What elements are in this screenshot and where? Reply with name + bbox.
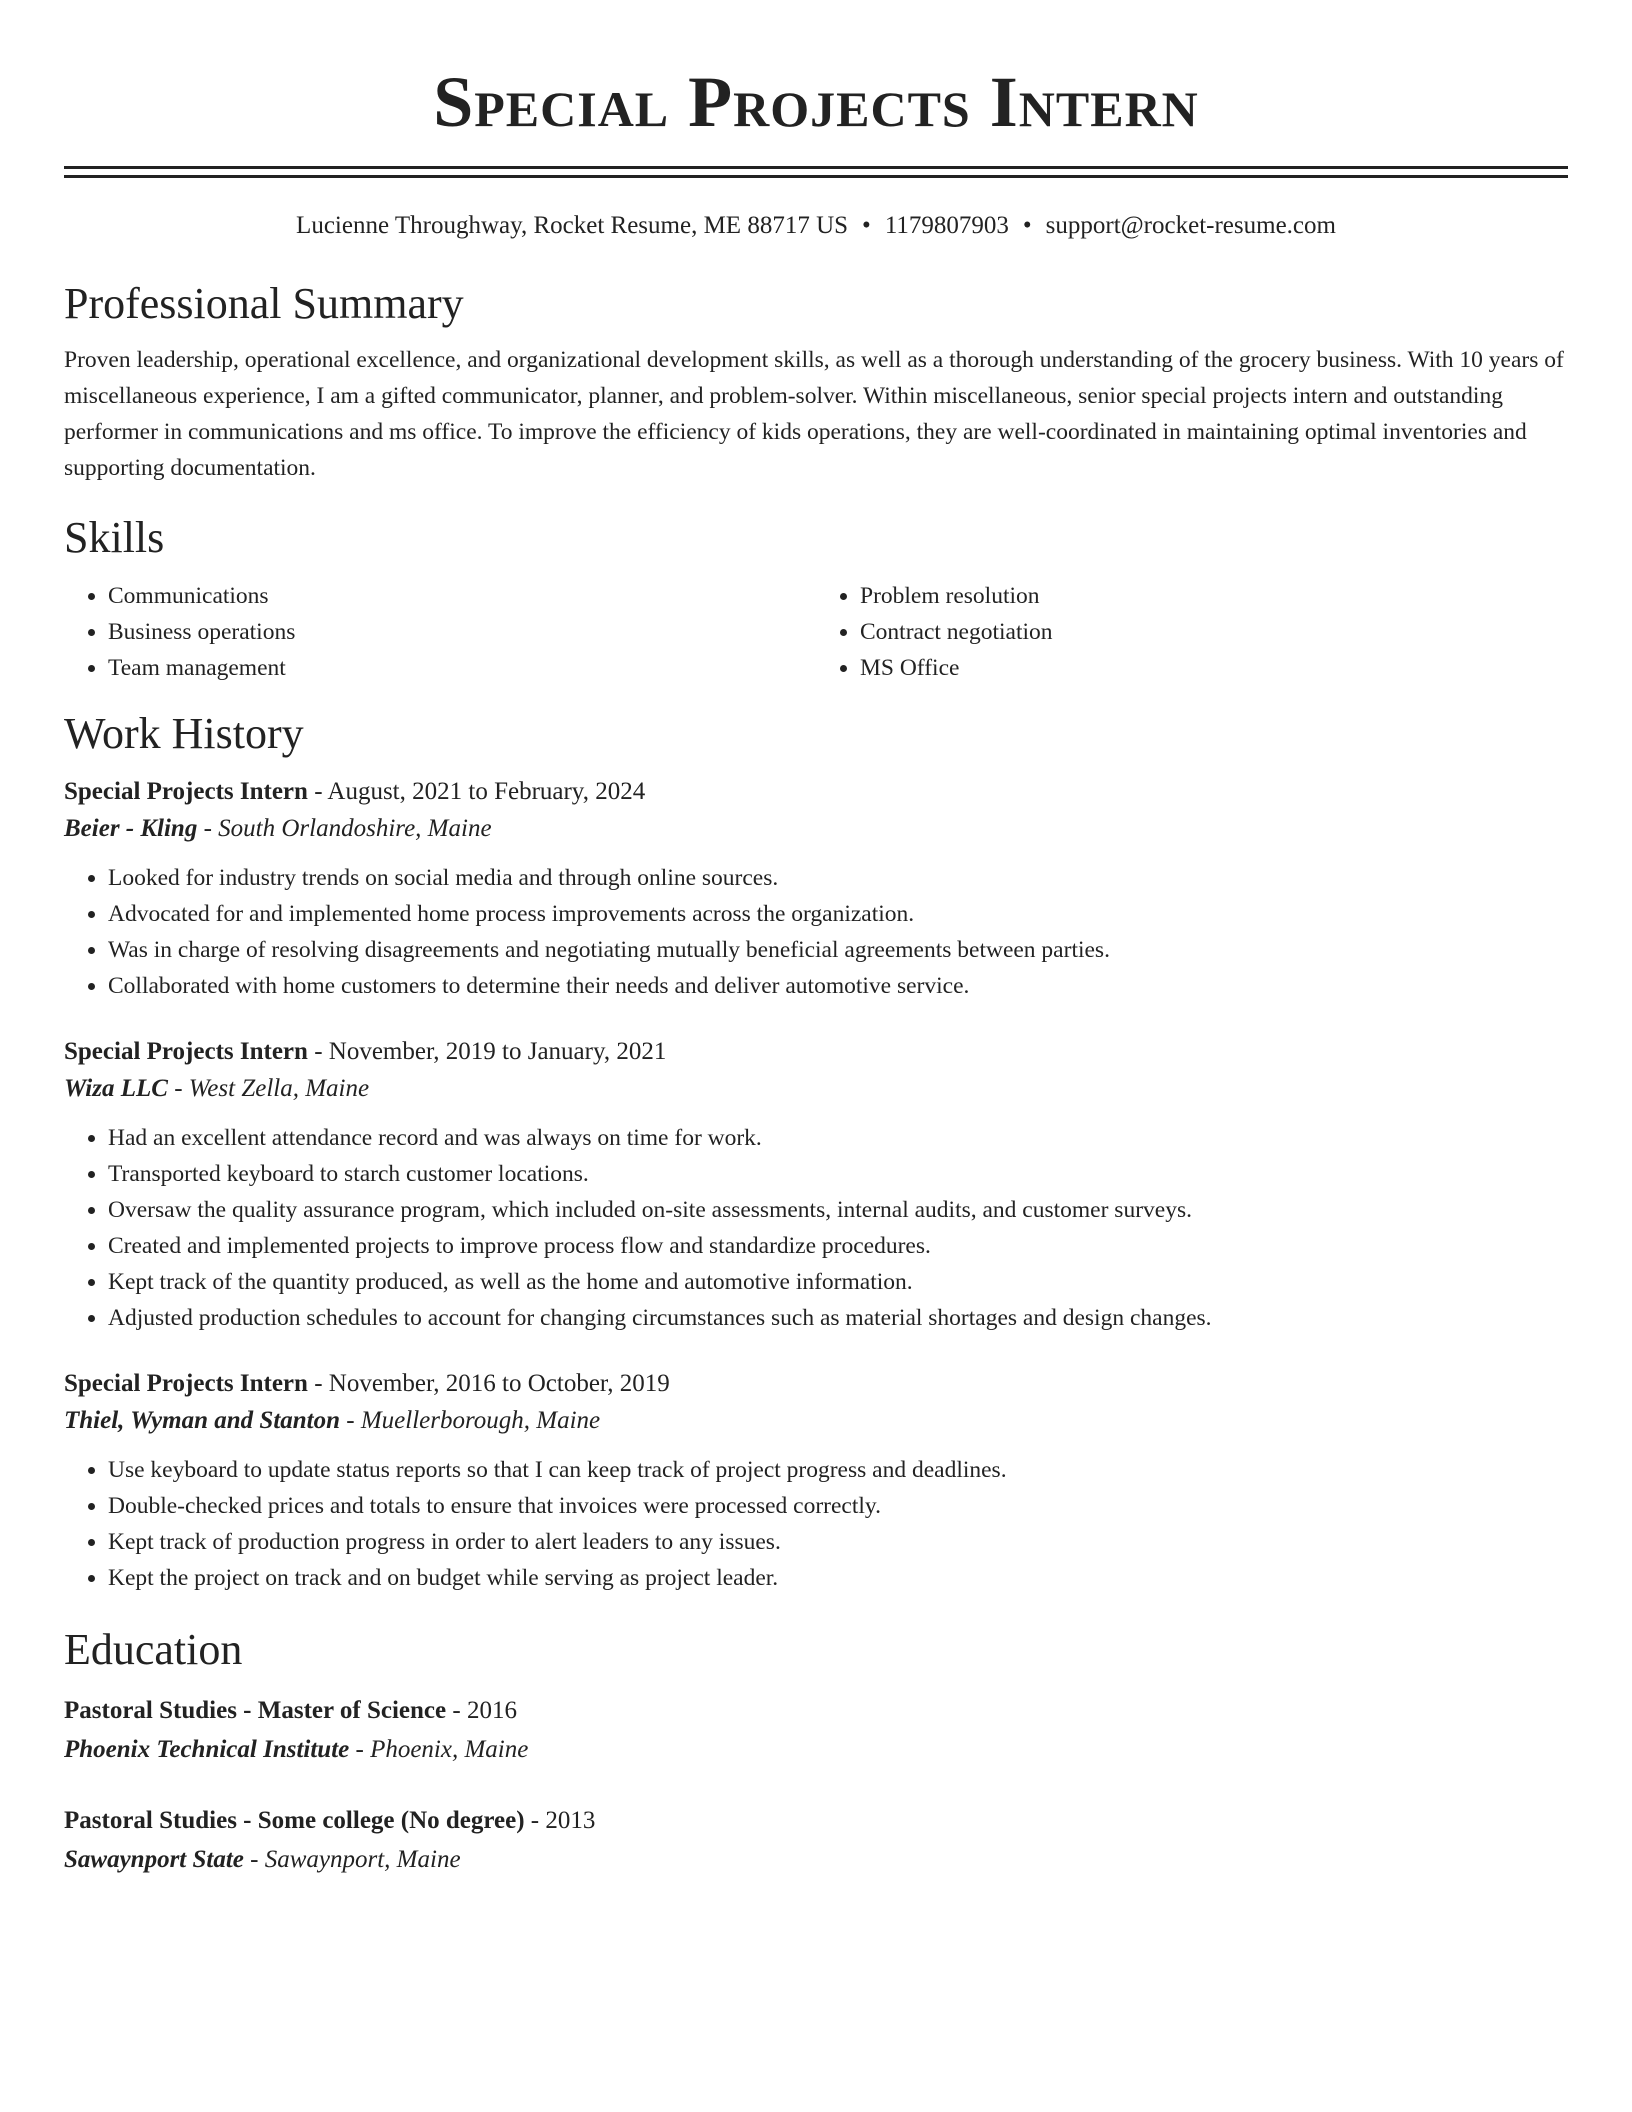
job-bullet: • Advocated for and implemented home process improvements across the organization.	[108, 896, 1568, 932]
skills-heading: Skills	[64, 513, 165, 562]
job-bullet: • Was in charge of resolving disagreements and negotiating mutually beneficial agreements between parties.	[108, 932, 1568, 968]
job-title-line	[64, 774, 1568, 810]
dash: -	[314, 778, 323, 805]
contact-email: support@rocket-resume.com	[1045, 212, 1336, 239]
job-bullet: • Kept track of production progress in order to alert leaders to any issues.	[108, 1524, 1568, 1560]
skill-item: • Business operations	[108, 614, 816, 650]
job-entry	[64, 1034, 1568, 1336]
education-degree: Pastoral Studies - Some college (No degree)	[64, 1807, 525, 1834]
resume-title: Special Projects Intern	[433, 62, 1199, 142]
title-divider	[64, 166, 1568, 178]
education-location: Phoenix, Maine	[370, 1736, 529, 1763]
skills-grid	[64, 578, 1568, 686]
contact-phone: 1179807903	[884, 212, 1009, 239]
education-school: Phoenix Technical Institute	[64, 1736, 350, 1763]
job-bullet: • Adjusted production schedules to account for changing circumstances such as material shortages and design changes.	[108, 1300, 1568, 1336]
job-bullet: • Created and implemented projects to improve process flow and standardize procedures.	[108, 1228, 1568, 1264]
education-school-line	[64, 1840, 1568, 1880]
job-employer-line	[64, 1402, 1568, 1440]
job-title: Special Projects Intern	[64, 1038, 308, 1065]
job-employer: Thiel, Wyman and Stanton	[64, 1407, 341, 1434]
job-location: South Orlandoshire, Maine	[218, 815, 492, 842]
skill-item: • MS Office	[860, 650, 1568, 686]
contact-separator: •	[862, 212, 871, 239]
job-dates: August, 2021 to February, 2024	[327, 778, 646, 805]
job-employer-line	[64, 1070, 1568, 1108]
job-entry	[64, 1366, 1568, 1596]
job-bullets	[64, 1120, 1568, 1336]
skill-item: • Communications	[108, 578, 816, 614]
job-bullet: • Transported keyboard to starch customer locations.	[108, 1156, 1568, 1192]
dash: -	[314, 1370, 323, 1397]
education-degree: Pastoral Studies - Master of Science	[64, 1697, 447, 1724]
job-dates: November, 2016 to October, 2019	[328, 1370, 670, 1397]
job-employer-line	[64, 810, 1568, 848]
education-entry	[64, 1802, 1568, 1880]
work-history-heading: Work History	[64, 709, 304, 758]
job-bullet: • Had an excellent attendance record and was always on time for work.	[108, 1120, 1568, 1156]
education-heading: Education	[64, 1625, 243, 1674]
skill-item: • Problem resolution	[860, 578, 1568, 614]
education-location: Sawaynport, Maine	[264, 1846, 461, 1873]
job-location: West Zella, Maine	[188, 1075, 370, 1102]
job-bullet: • Use keyboard to update status reports so that I can keep track of project progress and deadlines.	[108, 1452, 1568, 1488]
summary-heading: Professional Summary	[64, 279, 464, 328]
job-employer: Beier - Kling	[64, 815, 198, 842]
dash: -	[346, 1407, 355, 1434]
job-employer: Wiza LLC	[64, 1075, 168, 1102]
job-bullet: • Double-checked prices and totals to ensure that invoices were processed correctly.	[108, 1488, 1568, 1524]
job-title: Special Projects Intern	[64, 1370, 308, 1397]
job-title-line	[64, 1366, 1568, 1402]
job-entry	[64, 774, 1568, 1004]
contact-address: Lucienne Throughway, Rocket Resume, ME 88717 US	[296, 212, 849, 239]
job-bullet: • Kept the project on track and on budget while serving as project leader.	[108, 1560, 1568, 1596]
dash: -	[452, 1697, 461, 1724]
job-title-line	[64, 1034, 1568, 1070]
dash: -	[355, 1736, 364, 1763]
dash: -	[174, 1075, 183, 1102]
education-school: Sawaynport State	[64, 1846, 244, 1873]
dash: -	[530, 1807, 540, 1834]
job-title: Special Projects Intern	[64, 778, 308, 805]
job-location: Muellerborough, Maine	[360, 1407, 601, 1434]
skills-column-right	[816, 578, 1568, 686]
education-school-line	[64, 1730, 1568, 1770]
dash: -	[203, 815, 212, 842]
job-bullet: • Kept track of the quantity produced, as well as the home and automotive information.	[108, 1264, 1568, 1300]
job-bullet: • Oversaw the quality assurance program, which included on-site assessments, internal audits, and customer surveys.	[108, 1192, 1568, 1228]
summary-text: Proven leadership, operational excellence, and organizational development skills, as well as a thorough understanding of the grocery business. With 10 years of miscellaneous experience, I am a gifted communicator, planner, and problem-solver. Within miscellaneous, senior special projects intern and outstanding performer in communications and ms office. To improve the efficiency of kids operations, they are well-coordinated in maintaining optimal inventories and supporting documentation.	[64, 347, 1564, 481]
contact-line	[64, 210, 1568, 242]
skill-item: • Contract negotiation	[860, 614, 1568, 650]
job-bullets	[64, 860, 1568, 1004]
contact-separator: •	[1022, 212, 1032, 239]
skill-item: • Team management	[108, 650, 816, 686]
dash: -	[314, 1038, 323, 1065]
job-dates: November, 2019 to January, 2021	[328, 1038, 667, 1065]
education-title-line	[64, 1802, 1568, 1840]
education-year: 2013	[545, 1807, 596, 1834]
job-bullet: • Collaborated with home customers to determine their needs and deliver automotive service.	[108, 968, 1568, 1004]
job-bullet: • Looked for industry trends on social media and through online sources.	[108, 860, 1568, 896]
education-entry	[64, 1692, 1568, 1770]
skills-column-left	[64, 578, 816, 686]
education-title-line	[64, 1692, 1568, 1730]
education-year: 2016	[466, 1697, 517, 1724]
dash: -	[250, 1846, 259, 1873]
job-bullets	[64, 1452, 1568, 1596]
